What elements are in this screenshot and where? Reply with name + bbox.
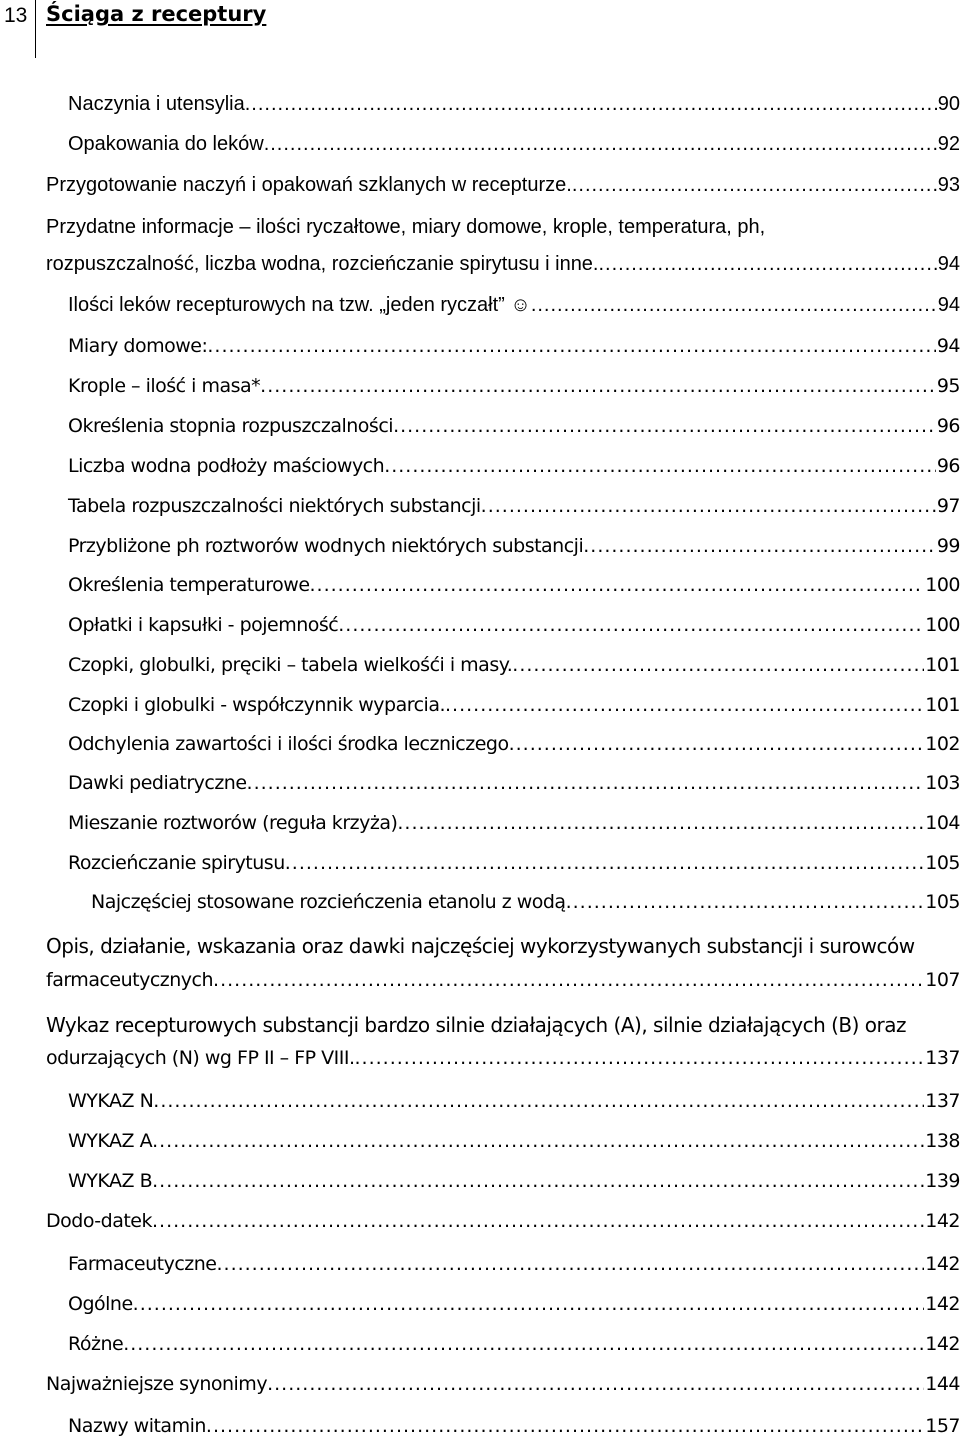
toc-entry-page: 94: [937, 253, 960, 275]
page-title: Ściąga z receptury: [46, 2, 267, 26]
toc-leader-dots: [338, 613, 924, 637]
toc-entry-label: Różne: [68, 1333, 124, 1355]
toc-entry[interactable]: [68, 1083, 960, 1113]
toc-entry-label: Czopki i globulki - współczynnik wyparcia.: [68, 694, 446, 716]
toc-entry-label: Określenia temperaturowe: [68, 574, 310, 596]
toc-entry-page: 142: [925, 1293, 960, 1315]
toc-entry-page: 95: [936, 375, 960, 397]
toc-entry-label: Najważniejsze synonimy: [46, 1373, 268, 1395]
toc-leader-dots: [264, 132, 937, 156]
toc-entry-page: 96: [936, 415, 960, 437]
toc-entry-label: Liczba wodna podłoży maściowych: [68, 455, 385, 477]
toc-entry-label: Odchylenia zawartości i ilości środka leczniczego: [68, 733, 509, 755]
toc-entry[interactable]: [68, 448, 960, 478]
toc-entry-page: 94: [936, 335, 960, 357]
toc-leader-dots: [512, 653, 924, 677]
toc-entry[interactable]: [68, 1408, 960, 1438]
toc-entry-first-line[interactable]: Wykaz recepturowych substancji bardzo silnie działających (A), silnie działających (B) oraz: [46, 1013, 906, 1037]
toc-entry-first-line[interactable]: Opis, działanie, wskazania oraz dawki najczęściej wykorzystywanych substancji i surowców: [46, 934, 915, 958]
toc-leader-dots: [481, 494, 936, 518]
toc-entry-page: 94: [937, 294, 960, 316]
toc-entry[interactable]: [68, 1286, 960, 1316]
toc-entry-page: 93: [937, 174, 960, 196]
toc-leader-dots: [393, 414, 936, 438]
page-number: 13: [4, 4, 28, 27]
toc-entry[interactable]: [68, 368, 960, 398]
toc-entry[interactable]: [68, 126, 960, 156]
toc-leader-dots: [355, 1046, 925, 1070]
toc-entry-page: 144: [925, 1373, 960, 1395]
toc-entry-page: 97: [936, 495, 960, 517]
toc-entry[interactable]: [68, 328, 960, 358]
toc-entry[interactable]: [68, 607, 960, 637]
toc-entry-label: Ogólne: [68, 1293, 133, 1315]
toc-entry-label: Krople – ilość i masa*: [68, 375, 261, 397]
toc-leader-dots: [260, 374, 936, 398]
toc-entry-label: Miary domowe:: [68, 335, 208, 357]
toc-entry[interactable]: [46, 1366, 960, 1396]
toc-entry-page: 101: [925, 654, 960, 676]
toc-entry[interactable]: [68, 567, 960, 597]
toc-leader-dots: [267, 1372, 924, 1396]
toc-entry-label: Dodo-datek: [46, 1210, 152, 1232]
toc-entry-label: Przygotowanie naczyń i opakowań szklanych w recepturze.: [46, 174, 572, 196]
toc-leader-dots: [583, 534, 936, 558]
toc-entry[interactable]: [68, 287, 960, 317]
toc-entry[interactable]: [46, 1203, 960, 1233]
toc-entry-page: 139: [925, 1170, 960, 1192]
toc-entry[interactable]: [68, 1123, 960, 1153]
toc-leader-dots: [397, 811, 924, 835]
toc-entry-page: 96: [936, 455, 960, 477]
toc-entry-page: 105: [925, 852, 960, 874]
toc-leader-dots: [566, 890, 925, 914]
toc-entry-page: 104: [925, 812, 960, 834]
toc-entry-label: Naczynia i utensylia: [68, 93, 245, 115]
toc-entry-page: 137: [925, 1047, 960, 1069]
toc-entry-page: 138: [925, 1130, 960, 1152]
toc-entry-first-line[interactable]: Przydatne informacje – ilości ryczałtowe, miary domowe, krople, temperatura, ph,: [46, 216, 766, 238]
toc-leader-dots: [152, 1209, 924, 1233]
toc-entry-label: farmaceutycznych: [46, 969, 214, 991]
toc-entry[interactable]: [68, 1246, 960, 1276]
toc-entry-label: Określenia stopnia rozpuszczalności: [68, 415, 394, 437]
toc-entry[interactable]: [68, 726, 960, 756]
toc-entry-label: Dawki pediatryczne: [68, 772, 247, 794]
toc-entry[interactable]: [68, 86, 960, 116]
toc-leader-dots: [285, 851, 924, 875]
toc-entry[interactable]: [46, 167, 960, 197]
toc-entry-label: Najczęściej stosowane rozcieńczenia etanolu z wodą: [91, 891, 566, 913]
toc-entry-label: Farmaceutyczne: [68, 1253, 217, 1275]
toc-leader-dots: [133, 1292, 925, 1316]
toc-leader-dots: [206, 1414, 924, 1438]
toc-entry-page: 157: [925, 1415, 960, 1437]
toc-leader-dots: [247, 771, 925, 795]
toc-entry-label: Mieszanie roztworów (reguła krzyża): [68, 812, 398, 834]
toc-entry-label: Ilości leków recepturowych na tzw. „jeden ryczałt” ☺: [68, 294, 531, 316]
toc-entry-page: 92: [937, 133, 960, 155]
toc-leader-dots: [213, 968, 924, 992]
toc-entry[interactable]: [68, 1326, 960, 1356]
toc-entry-page: 101: [925, 694, 960, 716]
toc-entry-label: WYKAZ N: [68, 1090, 154, 1112]
toc-entry[interactable]: [91, 884, 960, 914]
toc-entry[interactable]: [68, 647, 960, 677]
toc-leader-dots: [123, 1332, 924, 1356]
toc-leader-dots: [216, 1252, 924, 1276]
toc-entry[interactable]: [68, 408, 960, 438]
toc-leader-dots: [572, 173, 937, 197]
toc-leader-dots: [445, 693, 924, 717]
toc-entry-page: 142: [925, 1210, 960, 1232]
toc-entry[interactable]: [68, 687, 960, 717]
toc-leader-dots: [310, 573, 925, 597]
toc-entry[interactable]: [46, 1040, 960, 1070]
toc-entry[interactable]: [46, 962, 960, 992]
toc-entry-page: 107: [925, 969, 960, 991]
toc-leader-dots: [531, 293, 937, 317]
toc-entry-page: 103: [925, 772, 960, 794]
toc-entry-page: 90: [937, 93, 960, 115]
toc-entry-page: 99: [936, 535, 960, 557]
toc-entry[interactable]: [68, 1163, 960, 1193]
toc-leader-dots: [152, 1169, 924, 1193]
toc-entry-page: 105: [925, 891, 960, 913]
toc-entry-label: Tabela rozpuszczalności niektórych substancji: [68, 495, 481, 517]
toc-leader-dots: [245, 92, 937, 116]
toc-entry-label: Opakowania do leków: [68, 133, 264, 155]
toc-entry[interactable]: [68, 528, 960, 558]
toc-entry-label: rozpuszczalność, liczba wodna, rozcieńczanie spirytusu i inne.: [46, 253, 599, 275]
toc-entry[interactable]: [68, 765, 960, 795]
toc-entry-page: 142: [925, 1333, 960, 1355]
toc-entry-label: Nazwy witamin: [68, 1415, 206, 1437]
toc-entry-label: WYKAZ A: [68, 1130, 153, 1152]
toc-entry-label: Opłatki i kapsułki - pojemność: [68, 614, 339, 636]
toc-entry-label: Rozcieńczanie spirytusu: [68, 852, 285, 874]
toc-entry-label: odurzających (N) wg FP II – FP VIII.: [46, 1047, 355, 1069]
toc-leader-dots: [153, 1089, 924, 1113]
toc-entry[interactable]: [68, 805, 960, 835]
toc-entry-page: 142: [925, 1253, 960, 1275]
toc-entry-page: 102: [925, 733, 960, 755]
toc-leader-dots: [509, 732, 925, 756]
toc-entry-label: WYKAZ B: [68, 1170, 153, 1192]
toc-leader-dots: [599, 252, 937, 276]
toc-entry-label: Przybliżone ph roztworów wodnych niektórych substancji: [68, 535, 584, 557]
toc-entry[interactable]: [68, 488, 960, 518]
toc-leader-dots: [207, 334, 935, 358]
toc-entry[interactable]: [68, 845, 960, 875]
toc-leader-dots: [384, 454, 936, 478]
toc-entry-label: Czopki, globulki, pręciki – tabela wielkośći i masy.: [68, 654, 513, 676]
toc-entry[interactable]: [46, 246, 960, 276]
toc-leader-dots: [152, 1129, 924, 1153]
toc-entry-page: 137: [925, 1090, 960, 1112]
toc-entry-page: 100: [925, 614, 960, 636]
toc-entry-page: 100: [925, 574, 960, 596]
